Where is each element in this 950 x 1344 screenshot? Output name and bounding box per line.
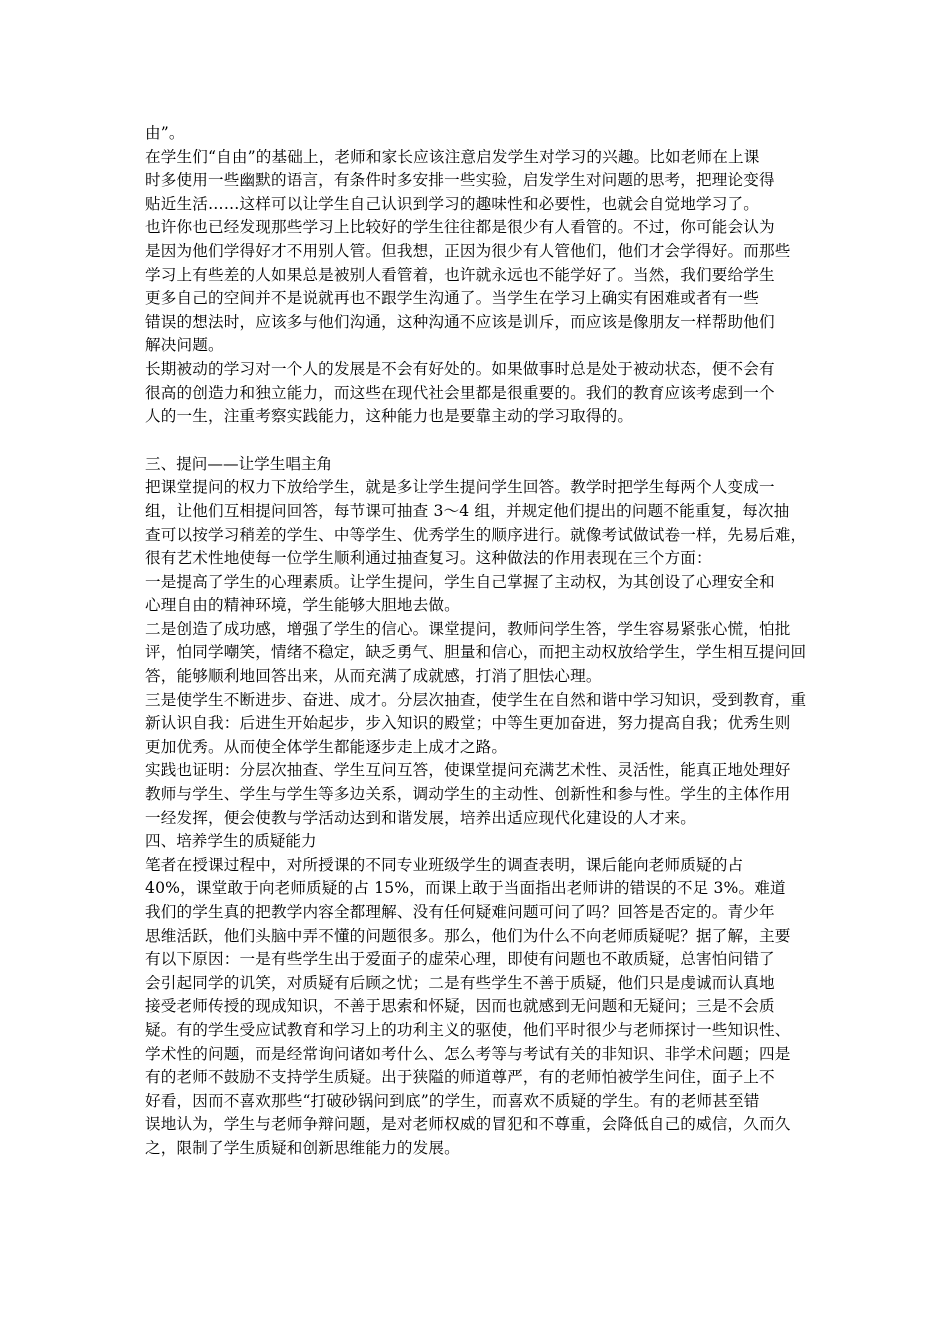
paragraph-line: 很高的创造力和独立能力，而这些在现代社会里都是很重要的。我们的教育应该考虑到一个 <box>145 383 775 402</box>
paragraph-line: 时多使用一些幽默的语言，有条件时多安排一些实验，启发学生对问题的思考，把理论变得 <box>145 171 775 190</box>
paragraph-line: 新认识自我：后进生开始起步，步入知识的殿堂；中等生更加奋进，努力提高自我；优秀生则 <box>145 714 791 733</box>
paragraph-line: 由”。 <box>145 124 185 142</box>
paragraph-line: 贴近生活……这样可以让学生自己认识到学习的趣味性和必要性，也就会自觉地学习了。 <box>145 194 760 213</box>
paragraph-line: 我们的学生真的把教学内容全都理解、没有任何疑难问题可问了吗？回答是否定的。青少年 <box>145 903 775 921</box>
paragraph-line: 三是使学生不断进步、奋进、成才。分层次抽查，使学生在自然和谐中学习知识，受到教育，重 <box>145 690 807 709</box>
paragraph-line: 二是创造了成功感，增强了学生的信心。课堂提问，教师问学生答，学生容易紧张心慌，怕批 <box>145 619 791 638</box>
section-heading-3: 三、提问——让学生唱主角 <box>145 454 333 473</box>
paragraph-line: 查可以按学习稍差的学生、中等学生、优秀学生的顺序进行。就像考试做试卷一样，先易后难， <box>145 525 807 544</box>
paragraph-line: 学习上有些差的人如果总是被别人看管着，也许就永远也不能学好了。当然，我们要给学生 <box>145 265 775 284</box>
paragraph-line: 也许你也已经发现那些学习上比较好的学生往往都是很少有人看管的。不过，你可能会认为 <box>145 218 775 237</box>
section-heading-4: 四、培养学生的质疑能力 <box>145 832 317 851</box>
paragraph-line: 把课堂提问的权力下放给学生，就是多让学生提问学生回答。教学时把学生每两个人变成一 <box>145 478 775 497</box>
paragraph-line: 解决问题。 <box>145 336 224 355</box>
paragraph-line: 一经发挥，便会使教与学活动达到和谐发展，培养出适应现代化建设的人才来。 <box>145 808 697 827</box>
document-body <box>145 122 825 1161</box>
paragraph-line: 疑。有的学生受应试教育和学习上的功利主义的驱使，他们平时很少与老师探讨一些知识性、 <box>145 1020 791 1039</box>
paragraph-line: 长期被动的学习对一个人的发展是不会有好处的。如果做事时总是处于被动状态，便不会有 <box>145 359 775 378</box>
paragraph-line: 会引起同学的讥笑，对质疑有后顾之忧；二是有些学生不善于质疑，他们只是虔诚而认真地 <box>145 973 775 992</box>
paragraph-line: 学术性的问题，而是经常询问诸如考什么、怎么考等与考试有关的非知识、非学术问题；四是 <box>145 1044 791 1063</box>
paragraph-line: 人的一生，注重考察实践能力，这种能力也是要靠主动的学习取得的。 <box>145 407 634 426</box>
paragraph-line: 很有艺术性地使每一位学生顺利通过抽查复习。这种做法的作用表现在三个方面： <box>145 549 712 568</box>
paragraph-line: 更多自己的空间并不是说就再也不跟学生沟通了。当学生在学习上确实有困难或者有一些 <box>145 289 760 308</box>
paragraph-line: 有以下原因：一是有些学生出于爱面子的虚荣心理，即使有问题也不敢质疑，总害怕问错了 <box>145 950 775 969</box>
paragraph-line: 好看，因而不喜欢那些“打破砂锅问到底”的学生，而喜欢不质疑的学生。有的老师甚至错 <box>145 1091 760 1110</box>
paragraph-line: 错误的想法时，应该多与他们沟通，这种沟通不应该是训斥，而应该是像朋友一样帮助他们 <box>145 312 775 331</box>
paragraph-line: 之，限制了学生质疑和创新思维能力的发展。 <box>145 1138 460 1157</box>
paragraph-line: 笔者在授课过程中，对所授课的不同专业班级学生的调查表明，课后能向老师质疑的占 <box>145 855 744 874</box>
paragraph-line: 教师与学生、学生与学生等多边关系，调动学生的主动性、创新性和参与性。学生的主体作用 <box>145 785 791 804</box>
paragraph-line: 答，能够顺利地回答出来，从而充满了成就感，打消了胆怯心理。 <box>145 667 602 686</box>
paragraph-line: 接受老师传授的现成知识，不善于思索和怀疑，因而也就感到无问题和无疑问；三是不会质 <box>145 997 775 1016</box>
blank-line <box>145 429 825 453</box>
paragraph-line: 心理自由的精神环境，学生能够大胆地去做。 <box>145 596 460 615</box>
paragraph-line: 在学生们“自由”的基础上，老师和家长应该注意启发学生对学习的兴趣。比如老师在上课 <box>145 147 760 166</box>
paragraph-line: 实践也证明：分层次抽查、学生互问互答，使课堂提问充满艺术性、灵活性，能真正地处理好 <box>145 761 791 780</box>
paragraph-line: 有的老师不鼓励不支持学生质疑。出于狭隘的师道尊严，有的老师怕被学生问住，面子上不 <box>145 1068 775 1087</box>
paragraph-line: 误地认为，学生与老师争辩问题，是对老师权威的冒犯和不尊重，会降低自己的威信，久而久 <box>145 1115 791 1134</box>
paragraph-line: 组，让他们互相提问回答，每节课可抽查 3～4 组，并规定他们提出的问题不能重复，每次抽 <box>145 501 790 520</box>
paragraph-line: 40%，课堂敢于向老师质疑的占 15%，而课上敢于当面指出老师讲的错误的不足 3%。难道 <box>145 879 786 898</box>
paragraph-line: 思维活跃，他们头脑中弄不懂的问题很多。那么，他们为什么不向老师质疑呢？据了解，主要 <box>145 926 791 945</box>
paragraph-line: 更加优秀。从而使全体学生都能逐步走上成才之路。 <box>145 737 508 756</box>
paragraph-line: 是因为他们学得好才不用别人管。但我想，正因为很少有人管他们，他们才会学得好。而那些 <box>145 241 791 260</box>
paragraph-line: 一是提高了学生的心理素质。让学生提问，学生自己掌握了主动权，为其创设了心理安全和 <box>145 572 775 591</box>
paragraph-line: 评，怕同学嘲笑，情绪不稳定，缺乏勇气、胆量和信心，而把主动权放给学生，学生相互提问回 <box>145 643 807 662</box>
